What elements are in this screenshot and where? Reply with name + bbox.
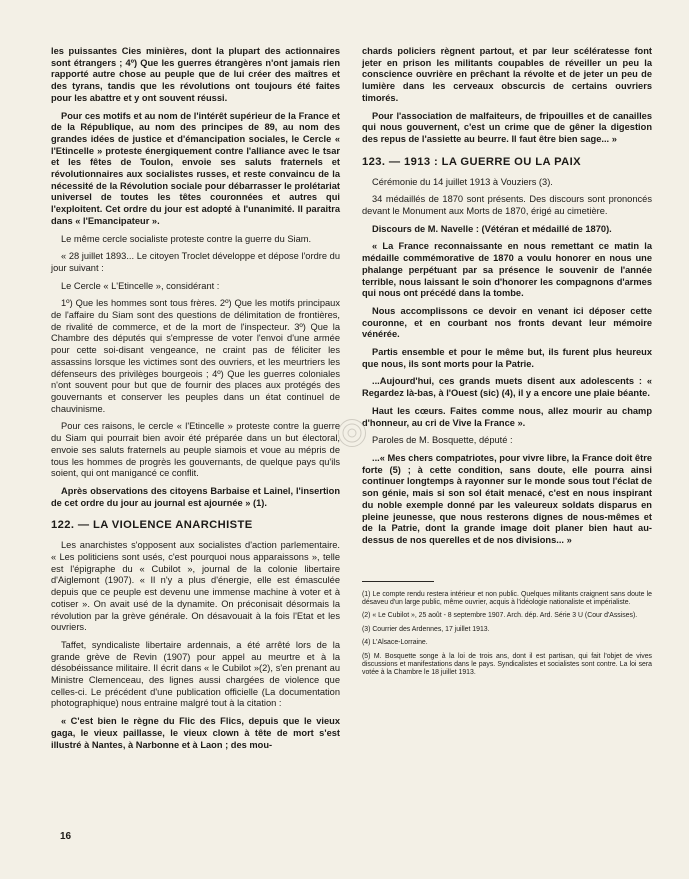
paragraph: chards policiers règnent partout, et par leur scélératesse font jeter en prison les militants coupables de réveiller un peu la conscience ouvrière en prêchant la révolte et de jeter un peu de lumière dans les cerveaux obscurcis de certains ouvriers timorés. [362, 46, 652, 103]
paragraph: Taffet, syndicaliste libertaire ardennais, a été arrêté lors de la grande grève de Revin (1907) pour appel au meurtre et à la désobéissance militaire. Il écrit dans « le Cubilot »(2), s'en prenant au Ministre Clemenceau, des lignes aussi chargées de violence que celles-ci. Le précédent d'une publication officielle (La documentation photographique) nous entraine malgré tout à la citation : [51, 639, 340, 709]
paragraph: Haut les cœurs. Faites comme nous, allez mourir au champ d'honneur, au cri de Vive la France ». [362, 405, 652, 428]
paragraph: 1º) Que les hommes sont tous frères. 2º) Que les motifs principaux de l'affaire du Siam sont des questions de délimitation de frontières, de rivalité de commerce, et de la mort de l'inspecteur. 3º) Que la Chambre des députés qui s'empresse de voter l'envoi d'une armée pour cette soi-disant vengeance, ne craint pas de féliciter les assassins lorsque les victimes sont des ouvriers, et les meurtriers les défenseurs des privilèges bourgeois ; 4º) Que les guerres coloniales n'ont souvent pour but que de fournir des places aux protégés des gouvernants et conserver les peuples dans un état continuel de chauvinisme. [51, 298, 340, 414]
paragraph: Le Cercle « L'Etincelle », considérant : [61, 280, 220, 291]
paragraph: les puissantes Cies minières, dont la plupart des actionnaires sont étrangers ; 4º) Que les guerres étrangères n'ont jamais rien rapporté autre chose au peuple que de lui créer des maîtres et des tyrans, tandis que les révolutions ont toujours été faites pour les abattre et y ont souvent réussi. [51, 46, 340, 103]
paragraph: Pour ces motifs et au nom de l'intérêt supérieur de la France et de la République, au nom des principes de 89, au nom des grandes idées de justice et d'émancipation sociales, le Cercle « l'Etincelle » proteste énergiquement contre l'alliance avec le tsar et les fêtes de Toulon, envoie ses saluts fraternels et révolutionnaires aux socialistes russes, et reste convaincu de la nécessité de la Révolution sociale pour débarrasser le prolétariat universel de toutes les têtes couronnées et autres qui l'exploitent. Cet ordre du jour est adopté à l'unanimité. Il paraitra dans « l'Emancipateur ». [51, 110, 340, 226]
paragraph: Cérémonie du 14 juillet 1913 à Vouziers (3). [372, 176, 553, 187]
footnote: (1) Le compte rendu restera intérieur et non public. Quelques militants craignent sans doute le désaveu d'un large public, même ouvrier, acquis à l'idéologie nationaliste et impérialiste. [362, 590, 652, 607]
page-number: 16 [60, 831, 72, 842]
paragraph: ...Aujourd'hui, ces grands muets disent aux adolescents : « Regardez là-bas, à l'Ouest (sic) (4), il y a encore une plaie béante. [362, 376, 652, 399]
paragraph: « La France reconnaissante en nous remettant ce matin la médaille commémorative de 1870 a voulu honorer en nous une phalange perpétuant par sa présence le souvenir de l'année terrible, nous laissant le soin d'honorer les compagnons d'armes qui nous ont précédé dans la tombe. [362, 241, 652, 299]
footnote: (2) « Le Cubilot », 25 août - 8 septembre 1907. Arch. dép. Ard. Série 3 U (Cour d'Assises). [362, 612, 638, 620]
left-column [51, 46, 340, 757]
paragraph: Nous accomplissons ce devoir en venant ici déposer cette couronne, et en courbant nos fronts devant leur mémoire vénérée. [362, 305, 652, 340]
paragraph: ...« Mes chers compatriotes, pour vivre libre, la France doit être forte (5) ; à cette condition, sans doute, elle pourra ainsi continuer longtemps à rayonner sur le monde sous tout l'éclat de son génie, mais si son sol était menacé, c'est en nous inspirant du noble exemple donné par les valeureux soldats disparus en pleine jeunesse, que nous resterons dignes de nous-mêmes et de la Patrie, dont la grande image doit planer bien haut au-dessus de nos querelles et de nos divisions... » [362, 452, 652, 545]
paragraph: Pour l'association de malfaiteurs, de fripouilles et de canailles qui nous gouvernent, c'est un crime que de gêner la digestion des repus de l'assiette au beurre. Il faut être bien sage... » [362, 110, 652, 144]
paragraph: Le même cercle socialiste proteste contre la guerre du Siam. [61, 233, 312, 244]
footnotes [362, 591, 652, 678]
paragraph: Les anarchistes s'opposent aux socialistes d'action parlementaire. « Les politiciens sont usés, c'est pourquoi nous apparaissons », telle est l'épigraphe du « Cubilot », journal de la colonie libertaire d'Aiglemont (1907). « Il n'y a plus d'énergie, elle est émasculée depuis que ce peuple est devenu une immense machine à voter et à cotiser ». On avait usé de la dynamite. On préconisait désormais la révolution par la grève générale. On désavouait à la fois l'Etat et les ouvriers. [51, 540, 340, 633]
footnote: (3) Courrier des Ardennes, 17 juillet 1913. [362, 625, 490, 633]
right-column [362, 46, 652, 683]
footnote: (4) L'Alsace-Lorraine. [362, 639, 428, 647]
paragraph: Après observations des citoyens Barbaise et Lainel, l'insertion de cet ordre du jour au journal est ajournée » (1). [51, 485, 340, 508]
paragraph: Partis ensemble et pour le même but, ils furent plus heureux que nous, ils sont morts pour la Patrie. [362, 347, 652, 369]
paragraph: 34 médaillés de 1870 sont présents. Des discours sont prononcés devant le Monument aux Morts de 1870, érigé au cimetière. [362, 194, 652, 217]
paragraph: Pour ces raisons, le cercle « l'Etincelle » proteste contre la guerre du Siam qui pourrait bien avoir été préparée dans un but électoral, envoie ses saluts fraternels au peuple siamois et voue au mépris de tous les hommes de progrès les gouvernants, de quelque pays qu'ils soient, qui ont manigancé ce conflit. [51, 421, 340, 479]
paragraph: Paroles de M. Bosquette, député : [372, 435, 513, 446]
paragraph: Discours de M. Navelle : (Vétéran et médaillé de 1870). [372, 223, 612, 234]
footnote-divider [362, 581, 434, 582]
section-heading: 123. — 1913 : LA GUERRE OU LA PAIX [362, 155, 581, 168]
section-heading: 122. — LA VIOLENCE ANARCHISTE [51, 519, 253, 532]
paragraph: « 28 juillet 1893... Le citoyen Troclet développe et dépose l'ordre du jour suivant : [51, 251, 340, 273]
paragraph: « C'est bien le règne du Flic des Flics, depuis que le vieux gaga, le vieux paillasse, le vieux clown à tête de mort s'est illustré à Nantes, à Narbonne et à Laon ; des mou- [51, 716, 340, 750]
footnote: (5) M. Bosquette songe à la loi de trois ans, dont il est partisan, qui fait l'objet de vives discussions et manifestations dans le pays. Syndicalistes et socialistes sont contre. La loi sera votée à la Chambre le 18 juillet 1913. [362, 652, 652, 677]
library-stamp-icon [338, 419, 366, 447]
